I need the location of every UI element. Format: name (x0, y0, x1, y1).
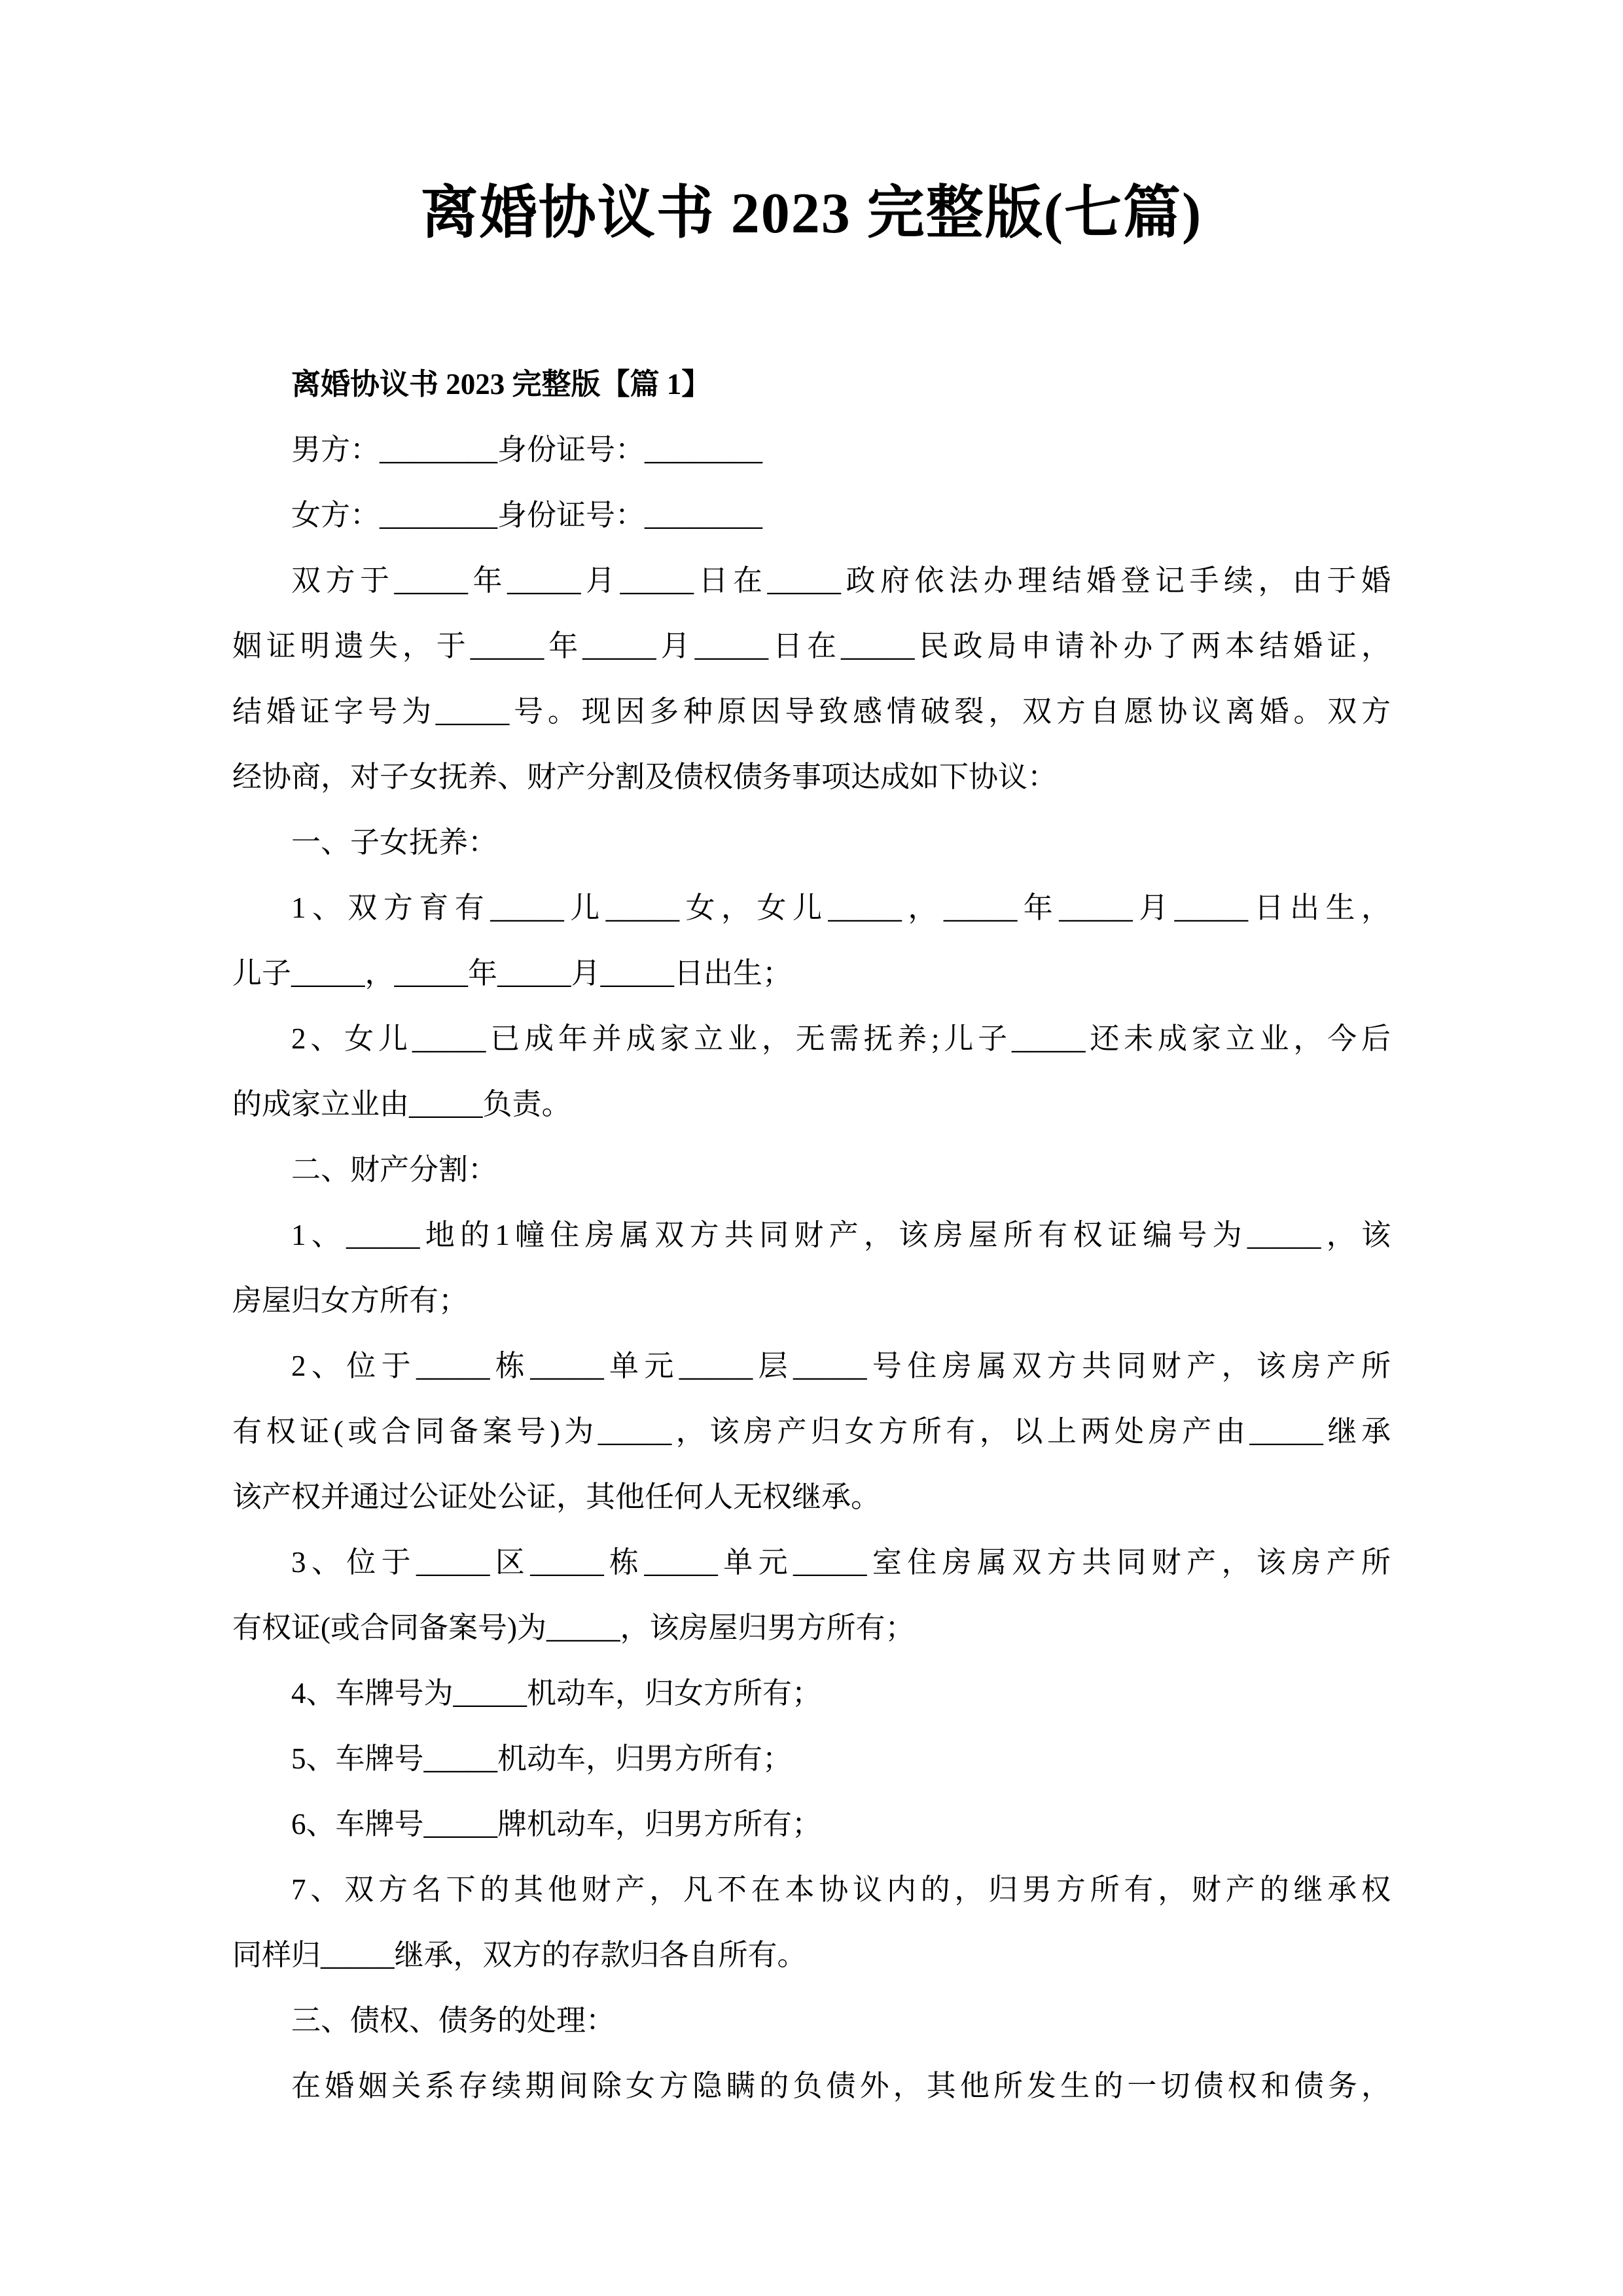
document-title: 离婚协议书 2023 完整版(七篇) (420, 182, 1203, 245)
clause-heading-property: 二、财产分割： (291, 1153, 498, 1186)
text-line: 房屋归女方所有； (232, 1284, 469, 1317)
text-line: 该产权并通过公证处公证，其他任何人无权继承。 (232, 1480, 881, 1513)
text-line: 的成家立业由_____负责。 (232, 1088, 571, 1121)
text-line: 6、车牌号_____牌机动车，归男方所有； (291, 1808, 822, 1840)
text-line: 有权证(或合同备案号)为_____，该房屋归男方所有； (232, 1611, 915, 1644)
text-line: 经协商，对子女抚养、财产分割及债权债务事项达成如下协议： (232, 761, 1058, 793)
text-line: 7、双方名下的其他财产，凡不在本协议内的，归男方所有，财产的继承权 (291, 1873, 1391, 1906)
text-line: 2、位于_____栋_____单元_____层_____号住房属双方共同财产，该房产所 (291, 1350, 1391, 1382)
text-line: 姻证明遗失，于_____年_____月_____日在_____民政局申请补办了两本结婚证， (232, 630, 1391, 662)
party-male-line: 男方：________身份证号：________ (291, 433, 763, 466)
text-line: 同样归_____继承，双方的存款归各自所有。 (232, 1939, 807, 1971)
document-body (0, 351, 1623, 2119)
section-heading: 离婚协议书 2023 完整版【篇 1】 (291, 368, 711, 401)
text-line: 2、女儿_____已成年并成家立业，无需抚养;儿子_____还未成家立业，今后 (291, 1022, 1391, 1055)
text-line: 儿子_____，_____年_____月_____日出生； (232, 957, 793, 990)
text-line: 双方于_____年_____月_____日在_____政府依法办理结婚登记手续，由于婚 (291, 564, 1391, 597)
text-line: 1、_____地的1幢住房属双方共同财产，该房屋所有权证编号为_____，该 (291, 1219, 1391, 1251)
text-line: 结婚证字号为_____号。现因多种原因导致感情破裂，双方自愿协议离婚。双方 (232, 695, 1391, 728)
clause-heading-children: 一、子女抚养： (291, 826, 498, 859)
text-line: 在婚姻关系存续期间除女方隐瞒的负债外，其他所发生的一切债权和债务， (291, 2070, 1391, 2102)
text-line: 有权证(或合同备案号)为_____，该房产归女方所有，以上两处房产由_____继承 (232, 1415, 1391, 1448)
clause-heading-debts: 三、债权、债务的处理： (291, 2004, 616, 2037)
text-line: 1、双方育有_____儿_____女，女儿_____，_____年_____月_____日出生， (291, 891, 1391, 924)
text-line: 3、位于_____区_____栋_____单元_____室住房属双方共同财产，该房产所 (291, 1546, 1391, 1579)
text-line: 5、车牌号_____机动车，归男方所有； (291, 1742, 793, 1775)
text-line: 4、车牌号为_____机动车，归女方所有； (291, 1677, 822, 1710)
party-female-line: 女方：________身份证号：________ (291, 499, 763, 531)
